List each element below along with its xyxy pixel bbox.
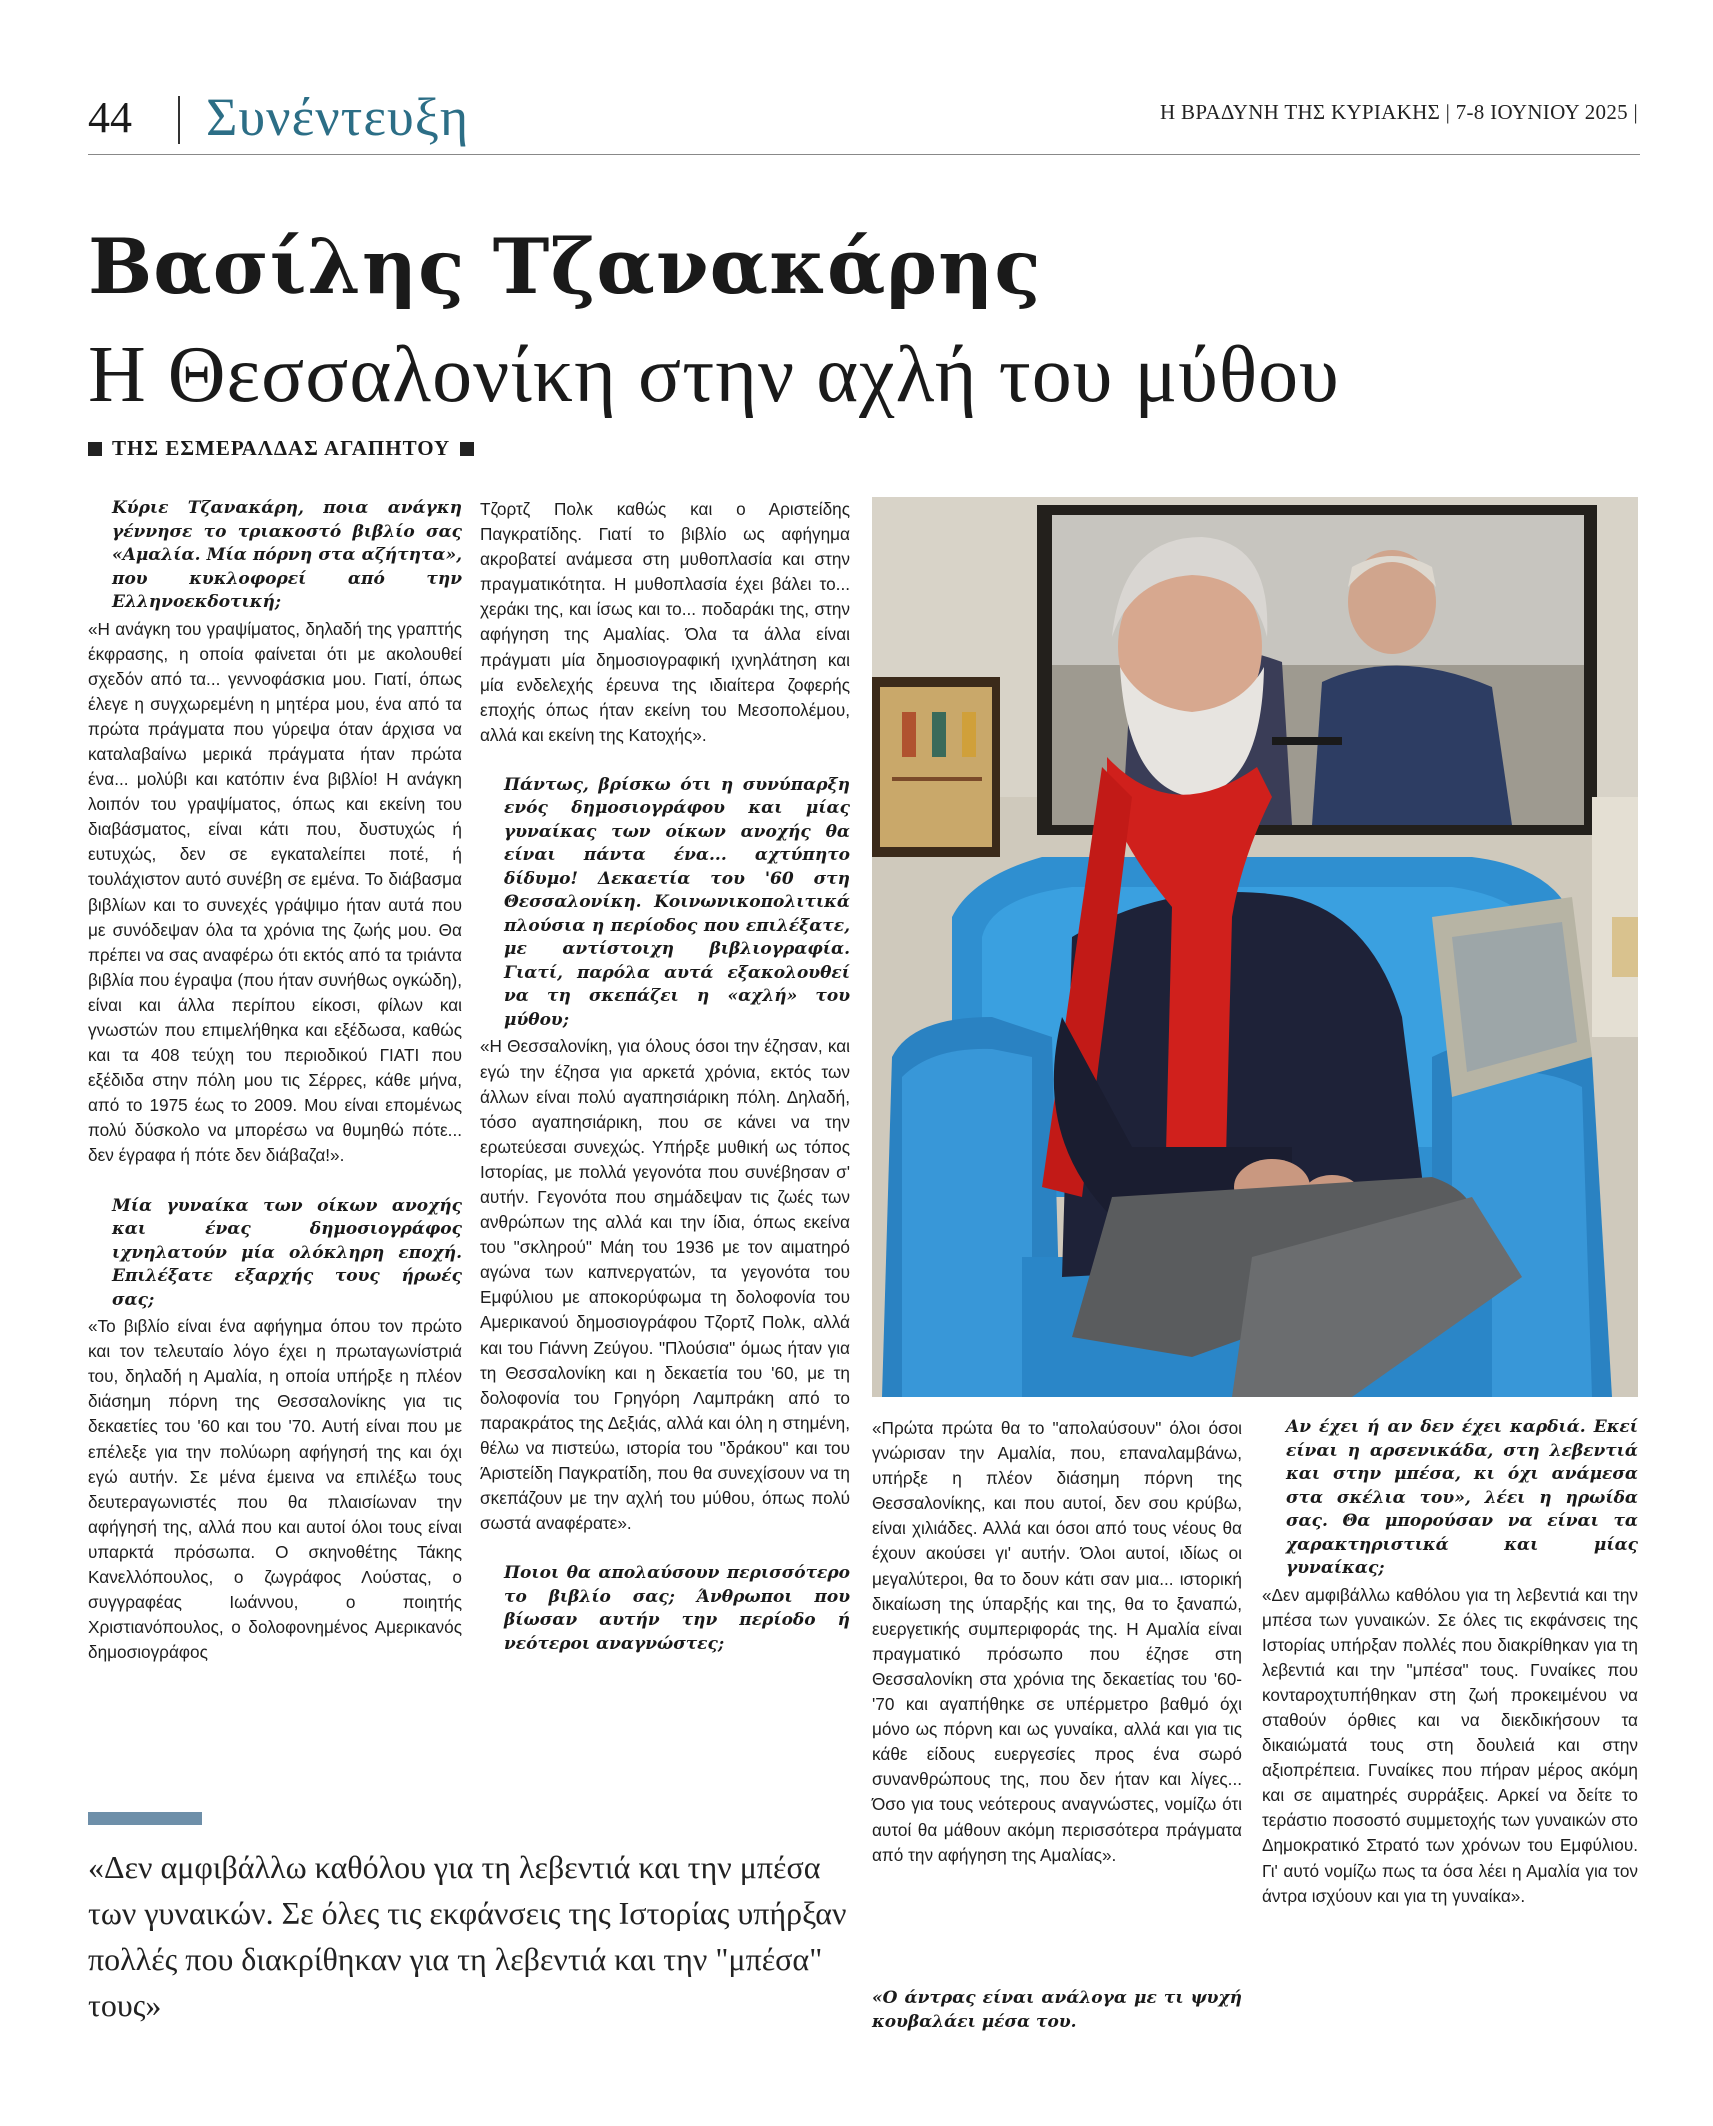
answer-3: «Η Θεσσαλονίκη, για όλους όσοι την έζησαν, και εγώ την έζησα για αρκετά χρόνια, εκτός των άλλων είναι πολύ αγαπησιάρικη πόλη. Δηλαδή, τόσο αγαπησιάρικη, που σε κάνει να την ερωτεύεσαι συνεχώς. Υπήρξε μυθική ως τόπος Ιστορίας, με πολλά γεγονότα που συνέβησαν σ' αυτήν. Γεγονότα που σημάδεψαν τις ζωές των ανθρώπων της αλλά και την ίδια, όπως εκείνα του "σκληρού" Μάη του 1936 με τον αιματηρό αγώνα των καπνεργατών, τα γεγονότα του Εμφύλιου με αποκορύφωμα τη δολοφονία του Αμερικανού δημοσιογράφου Τζορτζ Πολκ, αλλά και του Γιάννη Ζεύγου. "Πλούσια" όμως ήταν για τη Θεσσαλονίκη και η δεκαετία του '60, με τη δολοφονία του Γρηγόρη Λαμπράκη από το παρακράτος της Δεξιάς, αλλά και όλη η στημένη, θέλω να πιστεύω, ιστορία του "δράκου" και του Άριστείδη Παγκρατίδη, που θα συνεχίσουν να τη σκεπάζουν με την αχλή του μύθου, όπως πολύ σωστά αναφέρατε». — [480, 1036, 850, 1534]
byline — [88, 436, 474, 461]
column-1 — [88, 497, 462, 1665]
answer-5: «Δεν αμφιβάλλω καθόλου για τη λεβεντιά και την μπέσα των γυναικών. Σε όλες τις εκφάνσεις της Ιστορίας υπήρξαν πολλές που διακρίθηκαν για τη λεβεντιά και την "μπέσα" τους. Γυναίκες που κονταροχτυπήθηκαν στη ζωή προκειμένου να σταθούν όρθιες και να διεκδικήσουν τα δικαιώματά τους στη δουλειά και στην αξιοπρέπεια. Γυναίκες που πήραν μέρος ακόμη και σε αιματηρές συρράξεις. Αρκεί να δείτε το τεράστιο ποσοστό συμμετοχής των γυναικών στο Δημοκρατικό Στρατό των χρόνων του Εμφύλιου. Γι' αυτό νομίζω πως τα όσα λέει η Αμαλία για τον άντρα ισχύουν και για τη γυναίκα». — [1262, 1584, 1638, 1906]
header-rule — [88, 154, 1640, 155]
section-label: Συνέντευξη — [206, 87, 470, 147]
page-number: 44 — [88, 93, 132, 142]
question-5-end: Αν έχει ή αν δεν έχει καρδιά. Εκεί είναι η αρσενικάδα, στη λεβεντιά και στην μπέσα, κι όχι ανάμεσα στα σκέλια του», λέει η ηρωίδα σας. Θα μπορούσαν να είναι τα χαρακτηριστικά και μίας γυναίκας; — [1286, 1417, 1638, 1578]
answer-1: «Η ανάγκη του γραψίματος, δηλαδή της γραπτής έκφρασης, η οποία φαίνεται ότι με ακολουθεί σχεδόν από τα... γεννοφάσκια μου. Γιατί, όπως έλεγε η συγχωρεμένη η μητέρα μου, ένα από τα πρώτα πράγματα που γύρεψα όταν άρχισα να καταλαβαίνω μερικά πράγματα ήταν πρώτα ένα... μολύβι και κατόπιν ένα βιβλίο! Η ανάγκη λοιπόν του γραψίματος, όπως και εκείνη του διαβάσματος, είναι κάτι που, δυστυχώς ή ευτυχώς, δεν σε εγκαταλείπει ποτέ, ή τουλάχιστον αυτό συνέβη σε εμένα. Το διάβασμα βιβλίων και το συνεχές γράψιμο ήταν αυτά που με συνόδεψαν όλα τα χρόνια της ζωής μου. Θα πρέπει να σας αναφέρω ότι εκτός από τα τριάντα βιβλία που έγραψα (που ήταν συνήθως ογκώδη), είναι και άλλα περίπου είκοσι, φίλων και γνωστών που επιμελήθηκα και εξέδωσα, καθώς και τα 408 τεύχη του περιοδικού ΓΙΑΤΙ που εξέδιδα στην πόλη μου τις Σέρρες, κάθε μήνα, από το 1975 έως το 2009. Μου είναι επομένως πολύ δύσκολο να μπορέσω να θυμηθώ πότε... δεν έγραφα ή πότε δεν διάβαζα!». — [88, 618, 462, 1166]
header-divider — [178, 96, 180, 144]
column-4 — [1262, 1416, 1638, 1935]
photo-illustration — [872, 497, 1638, 1397]
answer-2: «Το βιβλίο είναι ένα αφήγημα όπου τον πρώτο και τον τελευταίο λόγο έχει η πρωταγωνίστριά του, δηλαδή η Αμαλία, η οποία υπήρξε η πλέον διάσημη πόρνη της Θεσσαλονίκης για τις δεκαετίες του '60 και του '70. Αυτή είναι που με επέλεξε για την πολύωρη αφήγησή της και όχι εγώ αυτήν. Σε μένα έμεινα να επιλέξω τους δευτεραγωνιστές που θα πλαισίωναν την αφήγησή της, αλλά που και αυτοί όλοι τους είναι υπαρκτά πρόσωπα. Ο σκηνοθέτης Τάκης Κανελλόπουλος, ο ζωγράφος Λούστας, ο συγγραφέας Ιωάννου, ο ποιητής Χριστιανόπουλος, ο δολοφονημένος Αμερικανός δημοσιογράφος — [88, 1316, 462, 1663]
question-4: Ποιοι θα απολαύσουν περισσότερο το βιβλίο σας; Άνθρωποι που βίωσαν αυτήν την περίοδο ή νεότεροι αναγνώστες; — [504, 1563, 850, 1654]
question-1: Κύριε Τζανακάρη, ποια ανάγκη γέννησε το τριακοστό βιβλίο σας «Αμαλία. Μία πόρνη στα αζήτητα», που κυκλοφορεί από την Ελληνοεκδοτική; — [112, 498, 462, 612]
answer-4: «Πρώτα πρώτα θα το "απολαύσουν" όλοι όσοι γνώρισαν την Αμαλία, που, επαναλαμβάνω, υπήρξε η πλέον διάσημη πόρνη της Θεσσαλονίκης, και που αυτοί, δεν σου κρύβω, είναι χιλιάδες. Αλλά και όσοι από τους νέους θα έχουν ακούσει γι' αυτήν. Όλοι αυτοί, ιδίως οι μεγαλύτεροι, θα το δουν κάτι σαν μια... ιστορική δικαίωση της ύπαρξής και της, θα το ξαναπώ, ευεργετικής συμπεριφοράς της. Η Αμαλία είναι πραγματικό πρόσωπο που έζησε στη Θεσσαλονίκη στα χρόνια της δεκαετίας του '60-'70 και αγαπήθηκε σε υπέρμετρο βαθμό όχι μόνο ως πόρνη και ως γυναίκα, αλλά και για τις κάθε είδους ευεργεσίες προς ένα σωρό συνανθρώπους της, που δεν ήταν και λίγες... Όσο για τους νεότερους αναγνώστες, νομίζω ότι αυτοί θα μάθουν ακόμη περισσότερα πράγματα από την αφήγηση της Αμαλίας». — [872, 1418, 1242, 1865]
column-2 — [480, 497, 850, 1658]
answer-2-continued: Τζορτζ Πολκ καθώς και ο Αριστείδης Παγκρατίδης. Γιατί το βιβλίο ως αφήγημα ακροβατεί ανάμεσα στη μυθοπλασία και στην πραγματικότητα. Η μυθοπλασία έχει βάλει το... χεράκι της, και ίσως και το... ποδαράκι της, στην αφήγηση της Αμαλίας. Όλα τα άλλα είναι πράγματι μία δημοσιογραφική ιχνηλάτηση και μία ενδελεχής έρευνα της ιδιαίτερα ζοφερής εποχής όπως ήταν εκείνη του Μεσοπολέμου, αλλά και εκείνη της Κατοχής». — [480, 499, 850, 745]
pull-quote-bar — [88, 1812, 202, 1825]
byline-text: ΤΗΣ ΕΣΜΕΡΑΛΔΑΣ ΑΓΑΠΗΤΟΥ — [112, 436, 451, 460]
byline-square-icon — [88, 442, 102, 456]
interview-photo — [872, 497, 1638, 1397]
question-3: Πάντως, βρίσκω ότι η συνύπαρξη ενός δημοσιογράφου και μίας γυναίκας των οίκων ανοχής θα είναι πάντα ένα... αχτύπητο δίδυμο! Δεκαετία του '60 στη Θεσσαλονίκη. Κοινωνικοπολιτικά πλούσια η περίοδος που επιλέξατε, με αντίστοιχη βιβλιογραφία. Γιατί, παρόλα αυτά εξακολουθεί να τη σκεπάζει η «αχλή» του μύθου; — [504, 774, 850, 1030]
question-5-start: «Ο άντρας είναι ανάλογα με τι ψυχή κουβαλάει μέσα του. — [872, 1988, 1242, 2032]
column-3 — [872, 1416, 1242, 1894]
byline-square-icon — [460, 442, 474, 456]
question-2: Μία γυναίκα των οίκων ανοχής και ένας δημοσιογράφος ιχνηλατούν μία ολόκληρη εποχή. Επιλέξατε εξαρχής τους ήρωές σας; — [112, 1195, 462, 1310]
article-title: Βασίλης Τζανακάρης — [88, 222, 1042, 311]
paper-info: Η ΒΡΑΔΥΝΗ ΤΗΣ ΚΥΡΙΑΚΗΣ | 7-8 ΙΟΥΝΙΟΥ 2025 | — [1160, 100, 1638, 124]
article-subtitle: Η Θεσσαλονίκη στην αχλή του μύθου — [88, 331, 1340, 419]
pull-quote: «Δεν αμφιβάλλω καθόλου για τη λεβεντιά και την μπέσα των γυναικών. Σε όλες τις εκφάνσεις της Ιστορίας υπήρξαν πολλές που διακρίθηκαν για τη λεβεντιά και την "μπέσα" τους» — [88, 1849, 847, 2023]
